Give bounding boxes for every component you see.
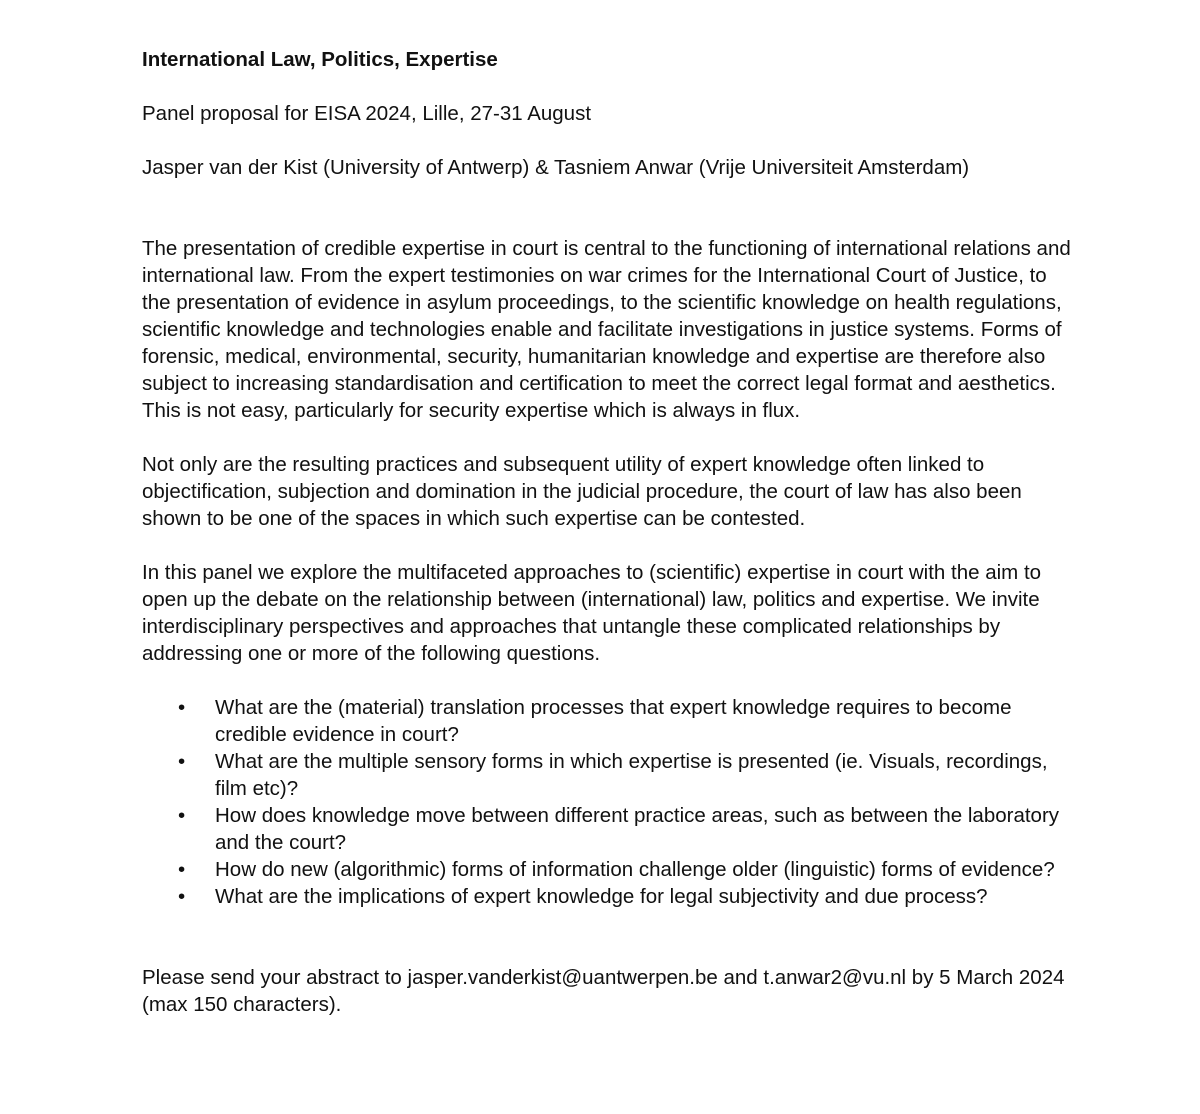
panel-subtitle: Panel proposal for EISA 2024, Lille, 27-31 August xyxy=(142,102,592,125)
question-list xyxy=(142,694,1072,910)
bullet-icon: • xyxy=(178,885,186,908)
question-text: What are the (material) translation processes that expert knowledge requires to become credible evidence in court? xyxy=(215,696,1012,746)
bullet-icon: • xyxy=(178,750,186,773)
bullet-icon: • xyxy=(178,858,186,881)
document-page xyxy=(142,46,1072,1018)
list-item xyxy=(142,802,1072,856)
panel-aim-paragraph: In this panel we explore the multifaceted approaches to (scientific) expertise in court with the aim to open up the debate on the relationship between (international) law, politics and expertise. We invite interdisciplinary perspectives and approaches that untangle these complicated relationships by addressing one or more of the following questions. xyxy=(142,561,1042,665)
question-text: How do new (algorithmic) forms of information challenge older (linguistic) forms of evidence? xyxy=(215,858,1055,881)
question-text: What are the multiple sensory forms in which expertise is presented (ie. Visuals, recordings, film etc)? xyxy=(215,750,1048,800)
intro-paragraph: The presentation of credible expertise in court is central to the functioning of international relations and international law. From the expert testimonies on war crimes for the International Court of Justice, to the presentation of evidence in asylum proceedings, to the scientific knowledge on health regulations, scientific knowledge and technologies enable and facilitate investigations in justice systems. Forms of forensic, medical, environmental, security, humanitarian knowledge and expertise are therefore also subject to increasing standardisation and certification to meet the correct legal format and aesthetics. This is not easy, particularly for security expertise which is always in flux. xyxy=(142,237,1071,422)
list-item xyxy=(142,883,1072,910)
list-item xyxy=(142,748,1072,802)
contestation-paragraph: Not only are the resulting practices and subsequent utility of expert knowledge often linked to objectification, subjection and domination in the judicial procedure, the court of law has also been shown to be one of the spaces in which such expertise can be contested. xyxy=(142,453,1022,530)
submission-instructions: Please send your abstract to jasper.vanderkist@uantwerpen.be and t.anwar2@vu.nl by 5 March 2024 (max 150 characters). xyxy=(142,966,1065,1016)
question-text: What are the implications of expert knowledge for legal subjectivity and due process? xyxy=(215,885,988,908)
document-title: International Law, Politics, Expertise xyxy=(142,48,498,71)
authors-line: Jasper van der Kist (University of Antwerp) & Tasniem Anwar (Vrije Universiteit Amsterdam) xyxy=(142,156,970,179)
list-item xyxy=(142,856,1072,883)
bullet-icon: • xyxy=(178,804,186,827)
question-text: How does knowledge move between different practice areas, such as between the laboratory and the court? xyxy=(215,804,1060,854)
list-item xyxy=(142,694,1072,748)
bullet-icon: • xyxy=(178,696,186,719)
